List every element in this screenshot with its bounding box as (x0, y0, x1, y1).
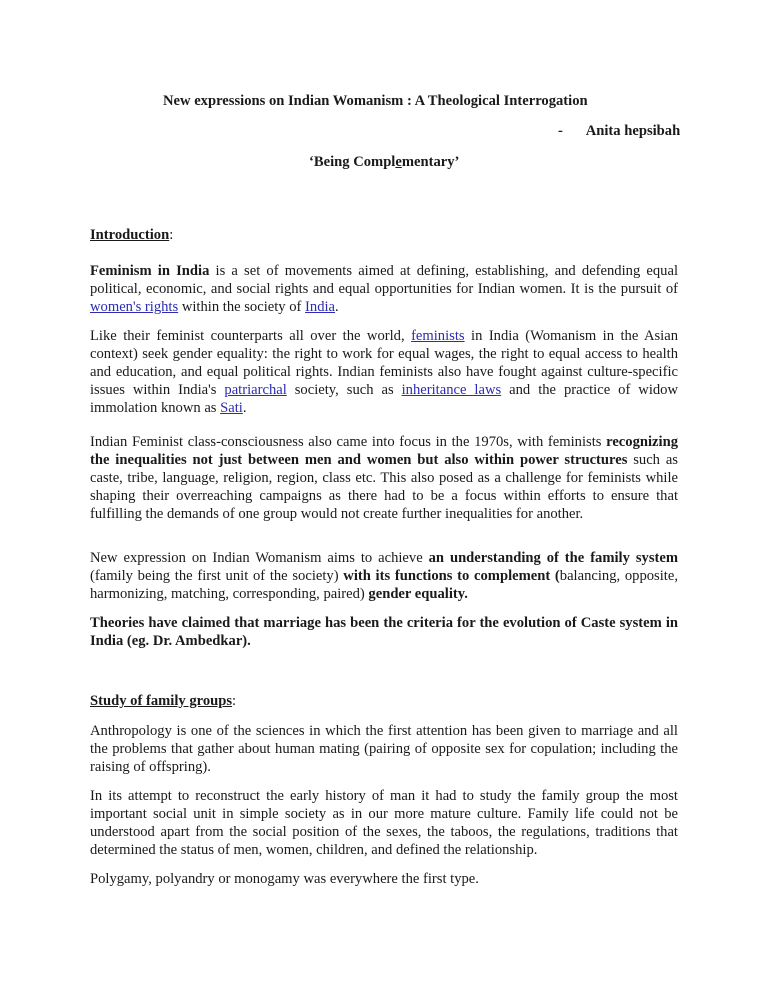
intro-p4-text3: balancing, opposite, harmonizing, matching, corresponding, paired) (90, 568, 678, 602)
study-heading-colon: : (232, 693, 237, 709)
subtitle-part2: mentary (401, 154, 455, 170)
intro-paragraph-1 (90, 262, 678, 316)
introduction-heading-colon: : (169, 227, 174, 243)
intro-paragraph-5 (90, 614, 678, 650)
study-paragraph-2: In its attempt to reconstruct the early history of man it had to study the family group the most important social unit in simple society as in our more mature culture. Family life could not be understood apart from the social position of the sexes, the taboos, the regulations, traditions that determined the status of men, women, children, and defined the relationship. (90, 788, 678, 858)
subtitle-open-quote: ‘ (309, 154, 314, 170)
intro-p5-bold1: Theories have claimed that marriage has been the criteria for the evolution of Caste system in India (eg. Dr. Ambedkar). (90, 615, 678, 649)
study-paragraph-1: Anthropology is one of the sciences in which the first attention has been given to marriage and all the problems that gather about human mating (pairing of opposite sex for copulation; including the raising of offspring). (90, 723, 678, 775)
intro-p1-text3: . (335, 299, 339, 315)
study-section-heading (90, 692, 678, 710)
author-name: Anita hepsibah (585, 123, 681, 139)
document-subtitle (309, 153, 459, 171)
intro-p4-text1: New expression on Indian Womanism aims to achieve (90, 550, 429, 566)
intro-p2-text1: Like their feminist counterparts all over the world, (90, 328, 412, 344)
author-line (558, 122, 680, 140)
intro-p4-text2: (family being the first unit of the society) (90, 568, 344, 584)
intro-paragraph-4 (90, 549, 678, 603)
intro-p4-bold3: gender equality. (368, 586, 468, 602)
document-title: New expressions on Indian Womanism : A Theological Interrogation (163, 93, 588, 109)
intro-p1-text2: within the society of (178, 299, 306, 315)
intro-p3-bold1: recognizing the inequalities not just between men and women but also within power structures (90, 434, 678, 468)
subtitle-part1: Being Compl (313, 154, 396, 170)
subtitle-close-quote: ’ (454, 154, 460, 170)
subtitle-underlined-letter: e (395, 154, 402, 170)
introduction-section-heading (90, 226, 678, 244)
link-patriarchal[interactable]: patriarchal (224, 382, 287, 398)
intro-p1-text1: is a set of movements aimed at defining, establishing, and defending equal political, economic, and social rights and equal opportunities for Indian women. It is the pursuit of (90, 263, 679, 297)
study-heading: Study of family groups (90, 693, 233, 709)
link-inheritance-laws[interactable]: inheritance laws (401, 382, 502, 398)
author-dash: - (558, 123, 563, 139)
intro-paragraph-3 (90, 433, 678, 523)
intro-paragraph-2 (90, 327, 678, 417)
intro-p1-bold-lead: Feminism in India (90, 263, 210, 279)
intro-p2-text3: society, such as (286, 382, 402, 398)
link-womens-rights[interactable]: women's rights (90, 299, 179, 315)
link-feminists[interactable]: feminists (411, 328, 465, 344)
introduction-heading: Introduction (90, 227, 170, 243)
study-paragraph-3: Polygamy, polyandry or monogamy was everywhere the first type. (90, 871, 479, 887)
intro-p2-text5: . (242, 400, 247, 416)
intro-p4-bold1: an understanding of the family system (428, 550, 678, 566)
intro-p2-text4: and the practice of widow immolation known as (90, 382, 679, 416)
intro-p4-bold2: with its functions to complement ( (343, 568, 560, 584)
link-india[interactable]: India (305, 299, 336, 315)
intro-p3-text1: Indian Feminist class-consciousness also came into focus in the 1970s, with feminists (90, 434, 607, 450)
link-sati[interactable]: Sati (220, 400, 243, 416)
intro-p3-text2: such as caste, tribe, language, religion, region, class etc. This also posed as a challenge for feminists while shaping their overreaching campaigns as there had to be a focus within efforts to ensure that fulfilling the demands of one group would not create further inequalities for another. (90, 452, 678, 522)
intro-p2-text2: in India (Womanism in the Asian context) seek gender equality: the right to work for equal wages, the right to equal access to health and education, and equal political rights. Indian feminists also have fought against culture-specific issues within India's (90, 328, 678, 398)
